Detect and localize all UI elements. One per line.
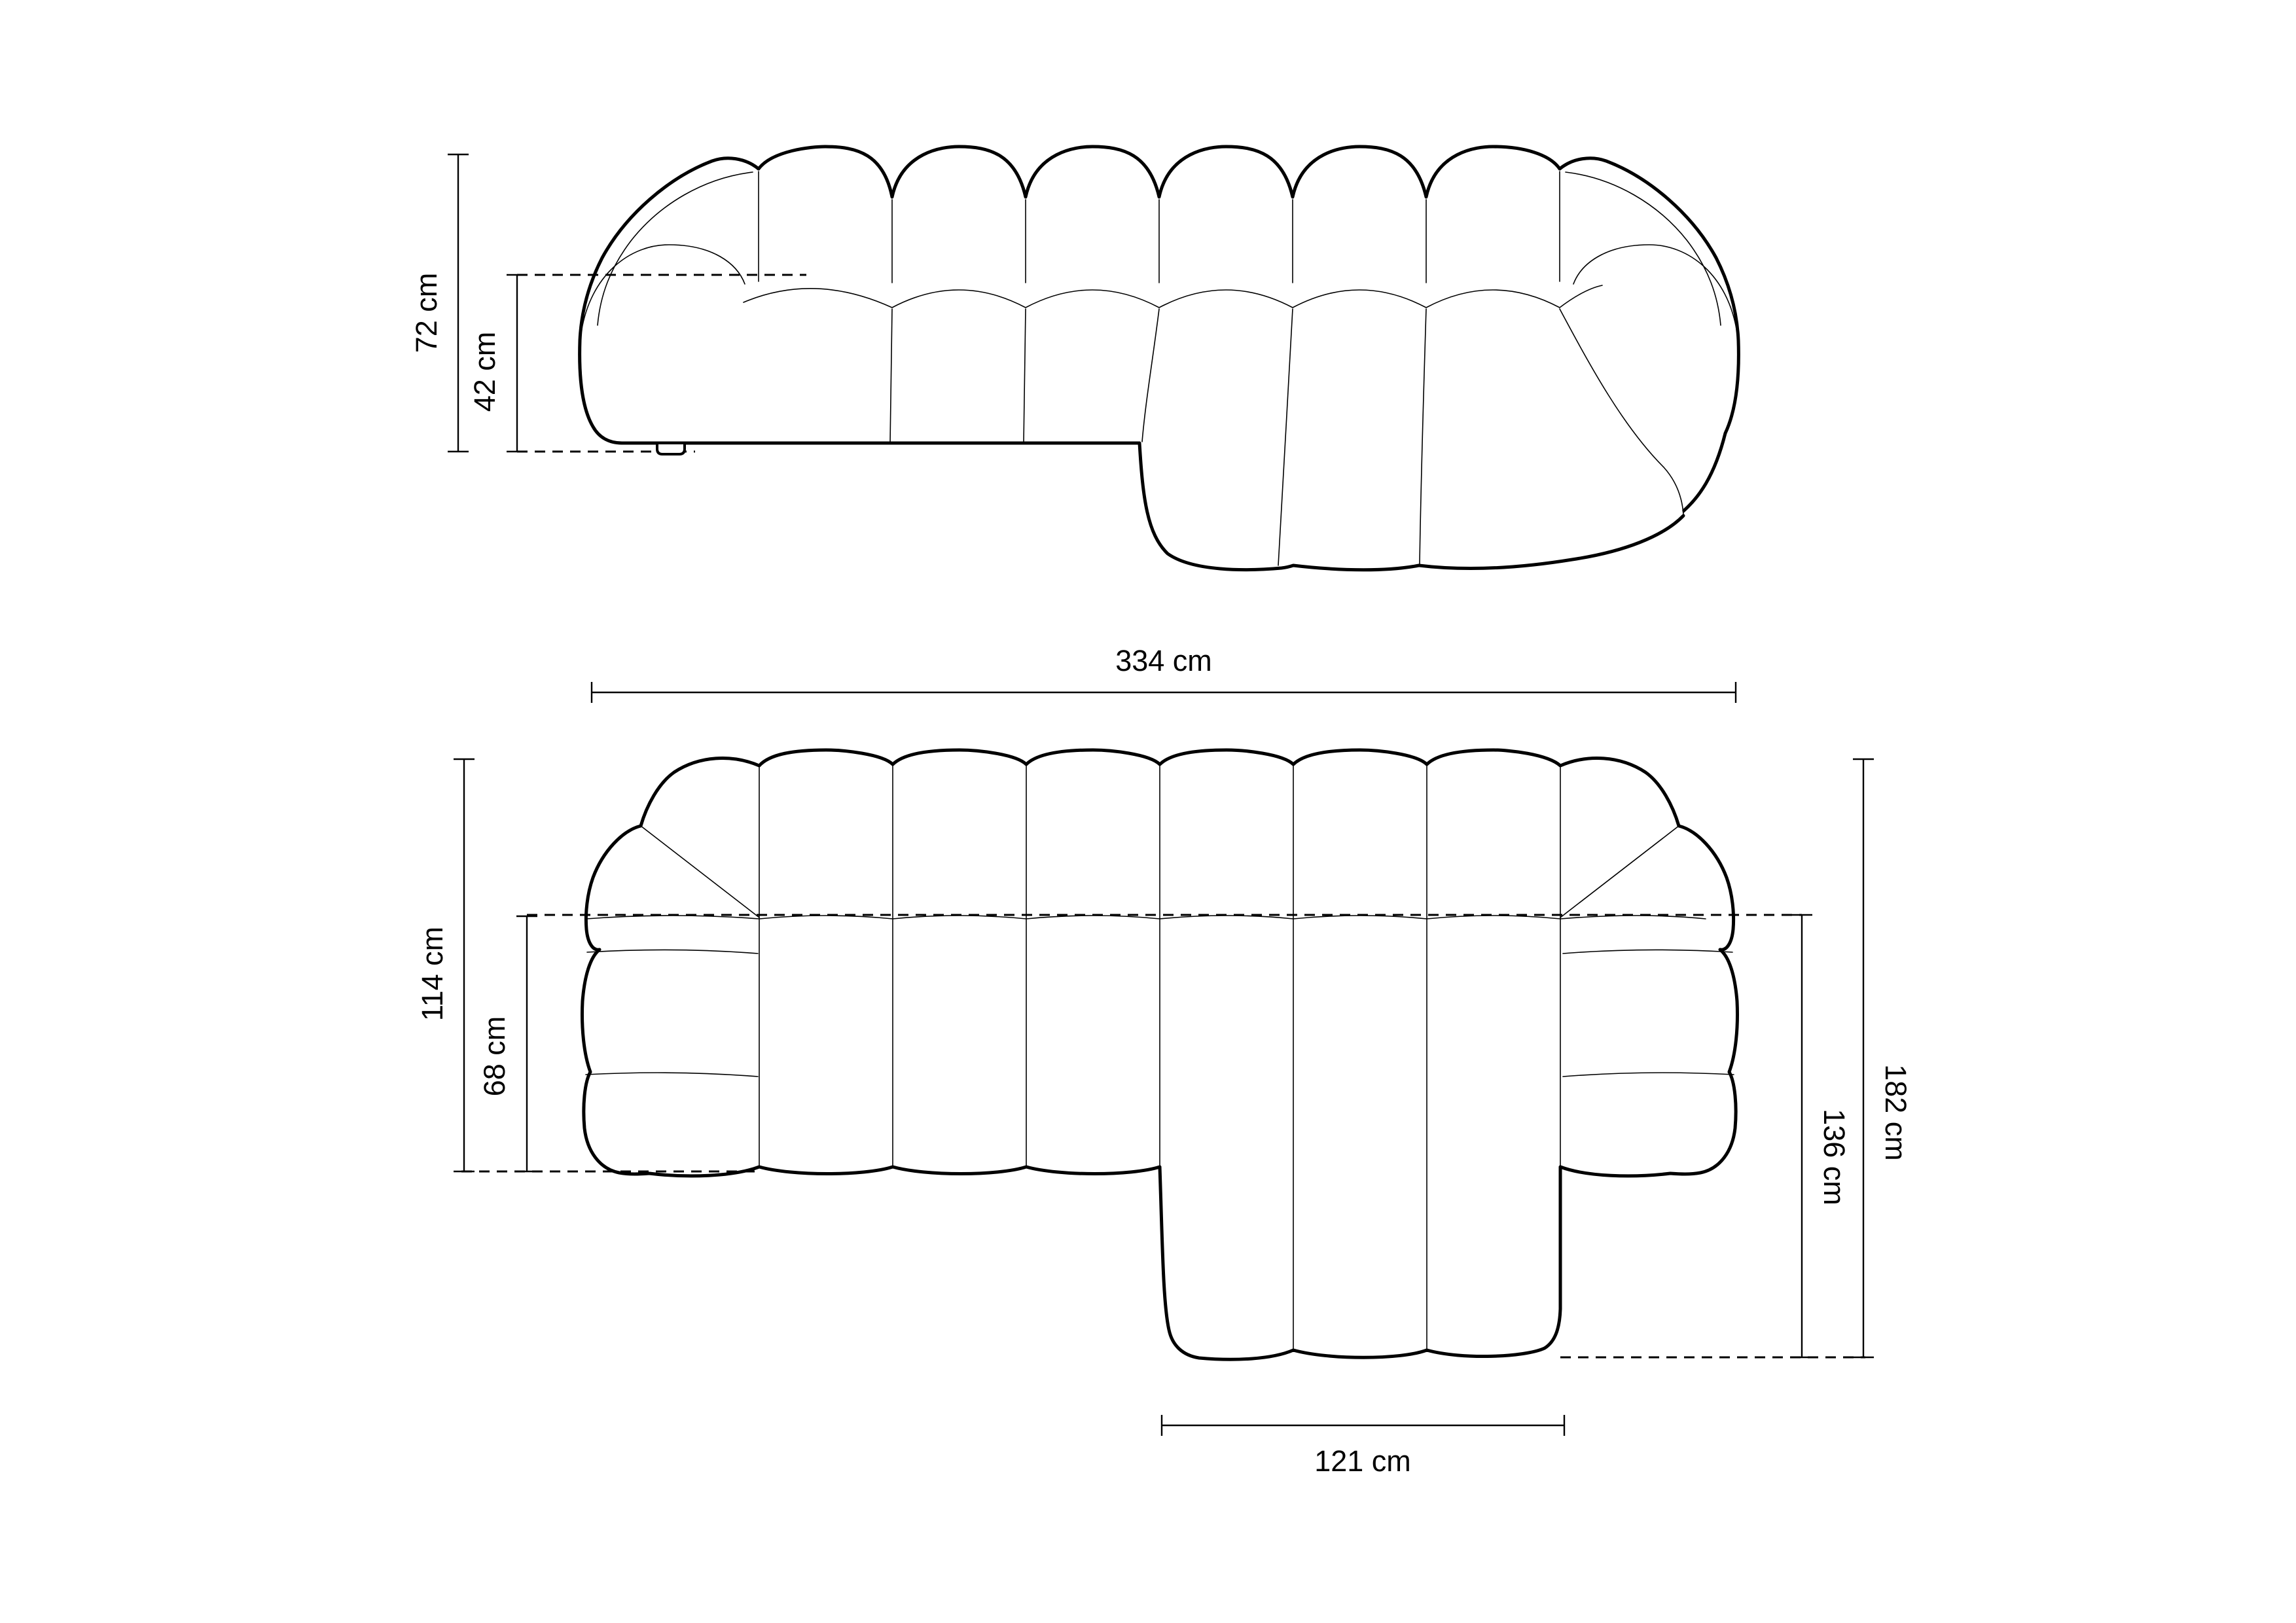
front-seat-scallop: [744, 285, 1602, 308]
dim-chaise-depth: [1791, 915, 1851, 1357]
front-left-seat-seams: [890, 309, 1026, 443]
top-view-drawing: [461, 750, 1865, 1359]
dim-left-depth: [416, 759, 475, 1171]
dim-total-width-label: 334 cm: [1115, 644, 1212, 677]
dim-total-width-line: [592, 682, 1736, 703]
dim-chaise-depth-line: [1791, 915, 1812, 1357]
front-chaise-fill: [1139, 355, 1683, 570]
dim-total-width: [592, 644, 1736, 703]
dim-total-depth: [1853, 759, 1912, 1357]
dim-total-depth-label: 182 cm: [1879, 1064, 1913, 1161]
dim-total-height: [410, 154, 469, 452]
dim-total-height-line: [448, 154, 469, 452]
dim-total-depth-line: [1853, 759, 1874, 1357]
dim-left-depth-label: 114 cm: [415, 926, 449, 1022]
dim-total-height-label: 72 cm: [409, 272, 443, 353]
dim-chaise-width: [1162, 1415, 1564, 1478]
dim-seat-depth-line: [516, 916, 537, 1171]
dim-seat-height-label: 42 cm: [467, 331, 501, 412]
dim-chaise-width-label: 121 cm: [1314, 1444, 1411, 1478]
front-view-drawing: [517, 147, 1738, 570]
dim-left-depth-line: [454, 759, 475, 1171]
dim-chaise-depth-label: 136 cm: [1818, 1109, 1852, 1205]
dim-seat-depth-label: 68 cm: [477, 1016, 511, 1097]
top-view-dimensions: [416, 759, 1912, 1478]
top-backrest-seam: [586, 916, 1706, 919]
front-back-channel-seams: [759, 171, 1560, 283]
front-leg: [657, 443, 685, 454]
dim-seat-depth: [478, 916, 537, 1171]
dim-seat-height: [468, 275, 528, 452]
dim-seat-height-line: [507, 275, 528, 452]
dim-chaise-width-line: [1162, 1415, 1564, 1436]
top-channel-seams: [759, 764, 1560, 1350]
